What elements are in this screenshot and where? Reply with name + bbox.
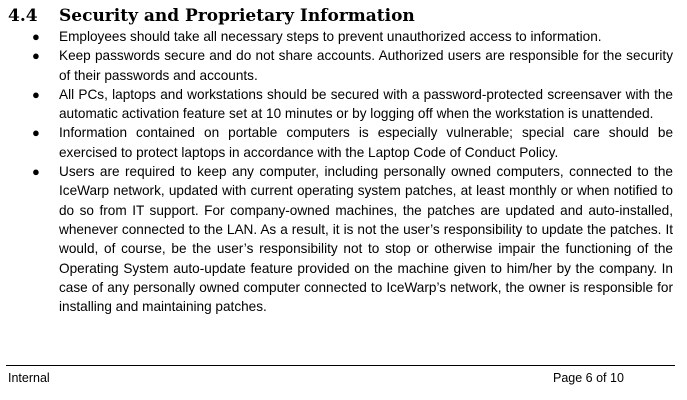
section-number: 4.4 <box>8 6 38 26</box>
section-title: Security and Proprietary Information <box>59 6 415 26</box>
footer-divider <box>6 365 675 366</box>
bullet-icon: ● <box>32 48 40 64</box>
bullet-item <box>32 123 673 162</box>
bullet-icon: ● <box>32 164 40 180</box>
bullet-text: All PCs, laptops and workstations should be secured with a password-protected screensaver with the automatic activation feature set at 10 minutes or by logging off when the workstation is unattended. <box>59 86 673 122</box>
bullet-item <box>32 46 673 85</box>
bullet-text: Employees should take all necessary steps to prevent unauthorized access to information. <box>59 29 602 44</box>
bullet-icon: ● <box>32 86 40 102</box>
bullet-text: Users are required to keep any computer, including personally owned computers, connected to the IceWarp network, updated with current operating system patches, at least monthly or when notified to do so from IT support. For company-owned machines, the patches are updated and auto-installed, whenever connected to the LAN. As a result, it is not the user’s responsibility to update the patches. It would, of course, be the user’s responsibility not to stop or otherwise impair the functioning of the Operating System auto-update feature provided on the machine given to him/her by the company. In case of any personally owned computer connected to IceWarp’s network, the owner is responsible for installing and maintaining patches. <box>59 164 673 315</box>
bullet-icon: ● <box>32 29 40 44</box>
bullet-item <box>32 85 673 124</box>
bullet-icon: ● <box>32 125 40 141</box>
bullet-item <box>32 27 673 46</box>
bullet-text: Keep passwords secure and do not share accounts. Authorized users are responsible for the security of their passwords and accounts. <box>59 48 673 83</box>
bullet-item <box>32 162 673 316</box>
section-heading <box>8 4 415 28</box>
footer-classification: Internal <box>8 371 50 385</box>
bullet-list <box>32 27 673 316</box>
bullet-text: Information contained on portable computers is especially vulnerable; special care should be exercised to protect laptops in accordance with the Laptop Code of Conduct Policy. <box>59 125 673 160</box>
footer-page-number: Page 6 of 10 <box>553 371 624 385</box>
